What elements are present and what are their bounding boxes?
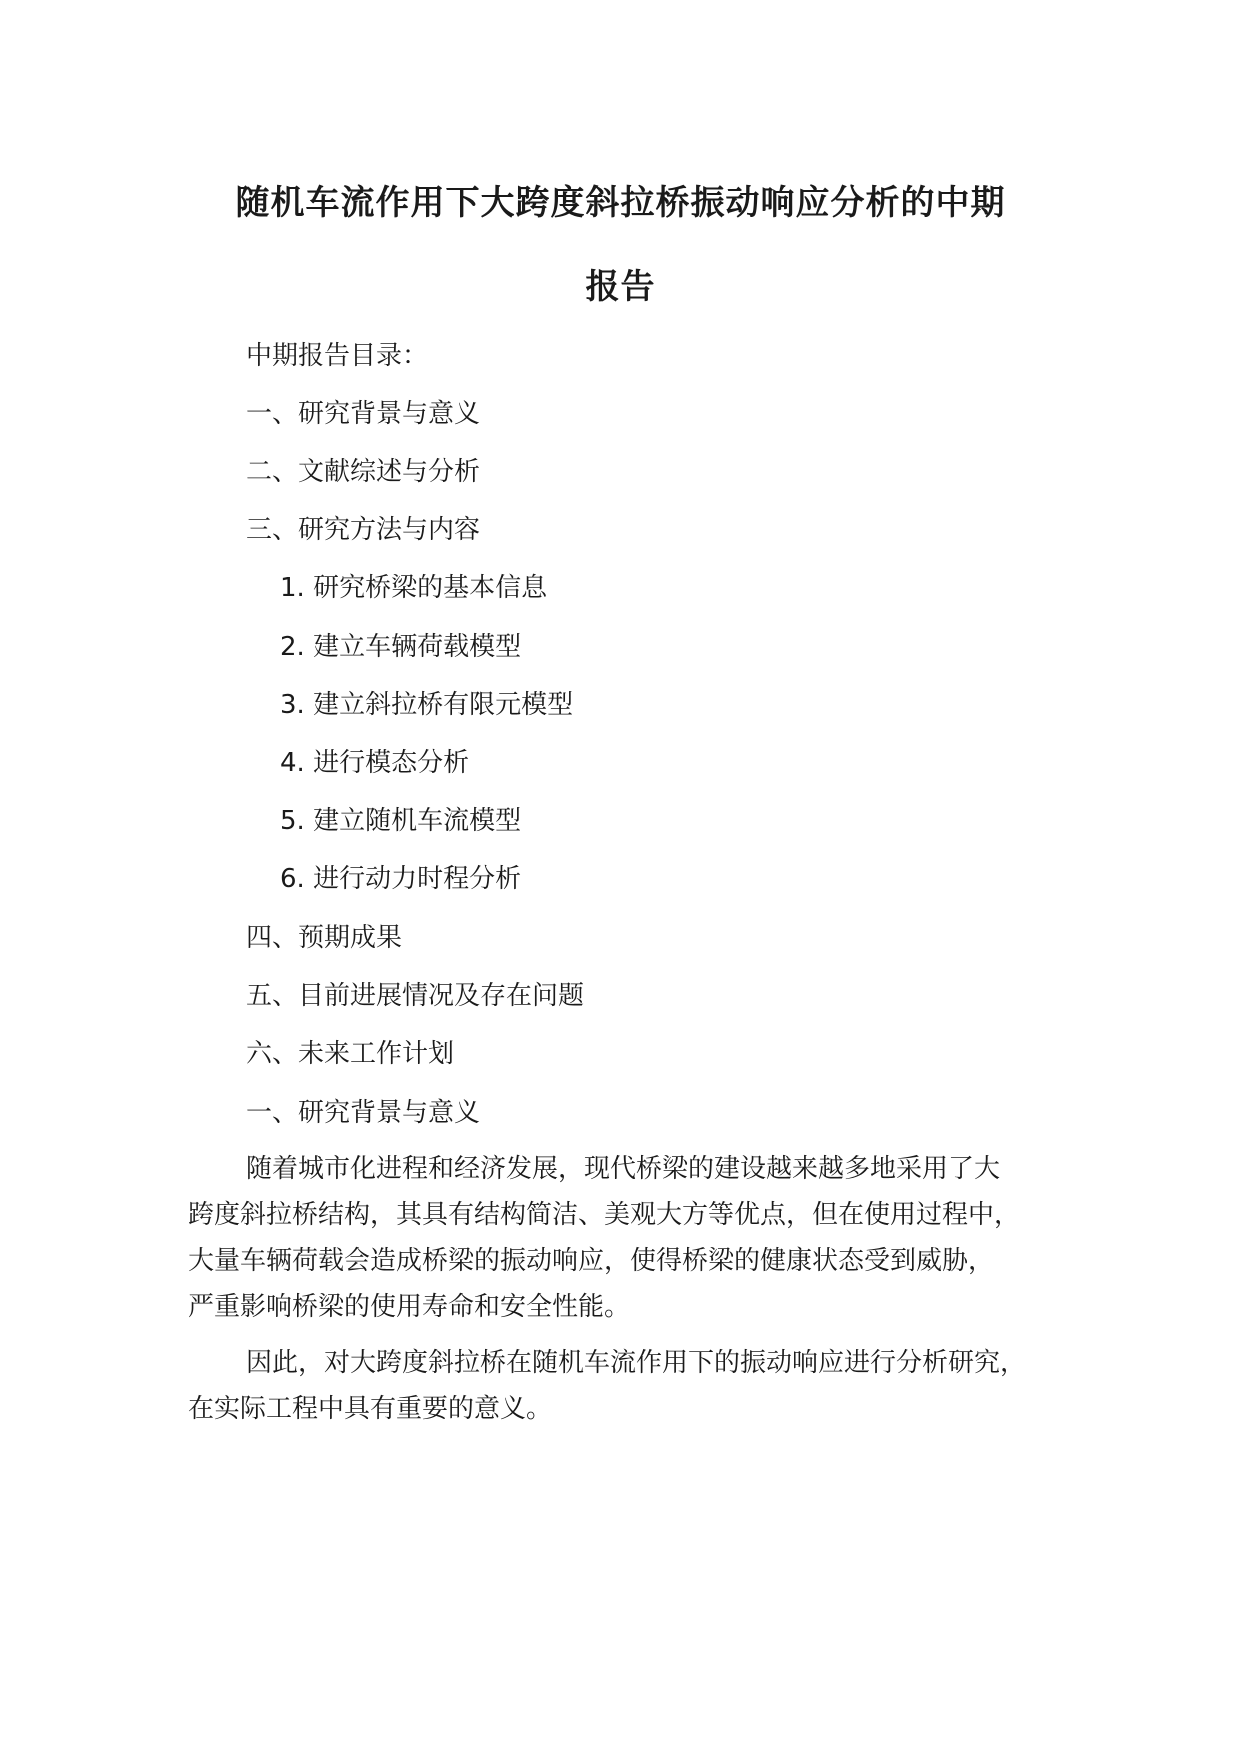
toc-subitem: 2. 建立车辆荷载模型	[280, 632, 522, 662]
toc-item: 二、文献综述与分析	[246, 457, 481, 487]
document-title-line-1: 随机车流作用下大跨度斜拉桥振动响应分析的中期	[235, 183, 1006, 223]
paragraph-line: 随着城市化进程和经济发展，现代桥梁的建设越来越多地采用了大	[246, 1154, 1001, 1184]
paragraph-line: 在实际工程中具有重要的意义。	[188, 1394, 553, 1424]
body-paragraph-1	[188, 1146, 1088, 1330]
toc-item: 一、研究背景与意义	[246, 399, 481, 429]
toc-item: 四、预期成果	[246, 923, 403, 953]
document-title-line-2: 报告	[585, 267, 656, 307]
toc-subitem: 6. 进行动力时程分析	[280, 864, 522, 894]
toc-subitem: 3. 建立斜拉桥有限元模型	[280, 690, 574, 720]
paragraph-line: 严重影响桥梁的使用寿命和安全性能。	[188, 1292, 631, 1322]
toc-item: 六、未来工作计划	[246, 1039, 455, 1069]
toc-subitem: 1. 研究桥梁的基本信息	[280, 573, 548, 603]
paragraph-line: 跨度斜拉桥结构，其具有结构简洁、美观大方等优点，但在使用过程中，	[188, 1200, 1021, 1230]
toc-item: 三、研究方法与内容	[246, 515, 481, 545]
paragraph-line: 因此，对大跨度斜拉桥在随机车流作用下的振动响应进行分析研究，	[246, 1348, 1027, 1378]
section-heading: 一、研究背景与意义	[246, 1098, 481, 1128]
body-paragraph-2	[188, 1340, 1088, 1432]
paragraph-line: 大量车辆荷载会造成桥梁的振动响应，使得桥梁的健康状态受到威胁，	[188, 1246, 995, 1276]
toc-item: 五、目前进展情况及存在问题	[246, 981, 585, 1011]
toc-heading: 中期报告目录：	[246, 341, 429, 371]
toc-subitem: 4. 进行模态分析	[280, 748, 470, 778]
toc-subitem: 5. 建立随机车流模型	[280, 806, 522, 836]
